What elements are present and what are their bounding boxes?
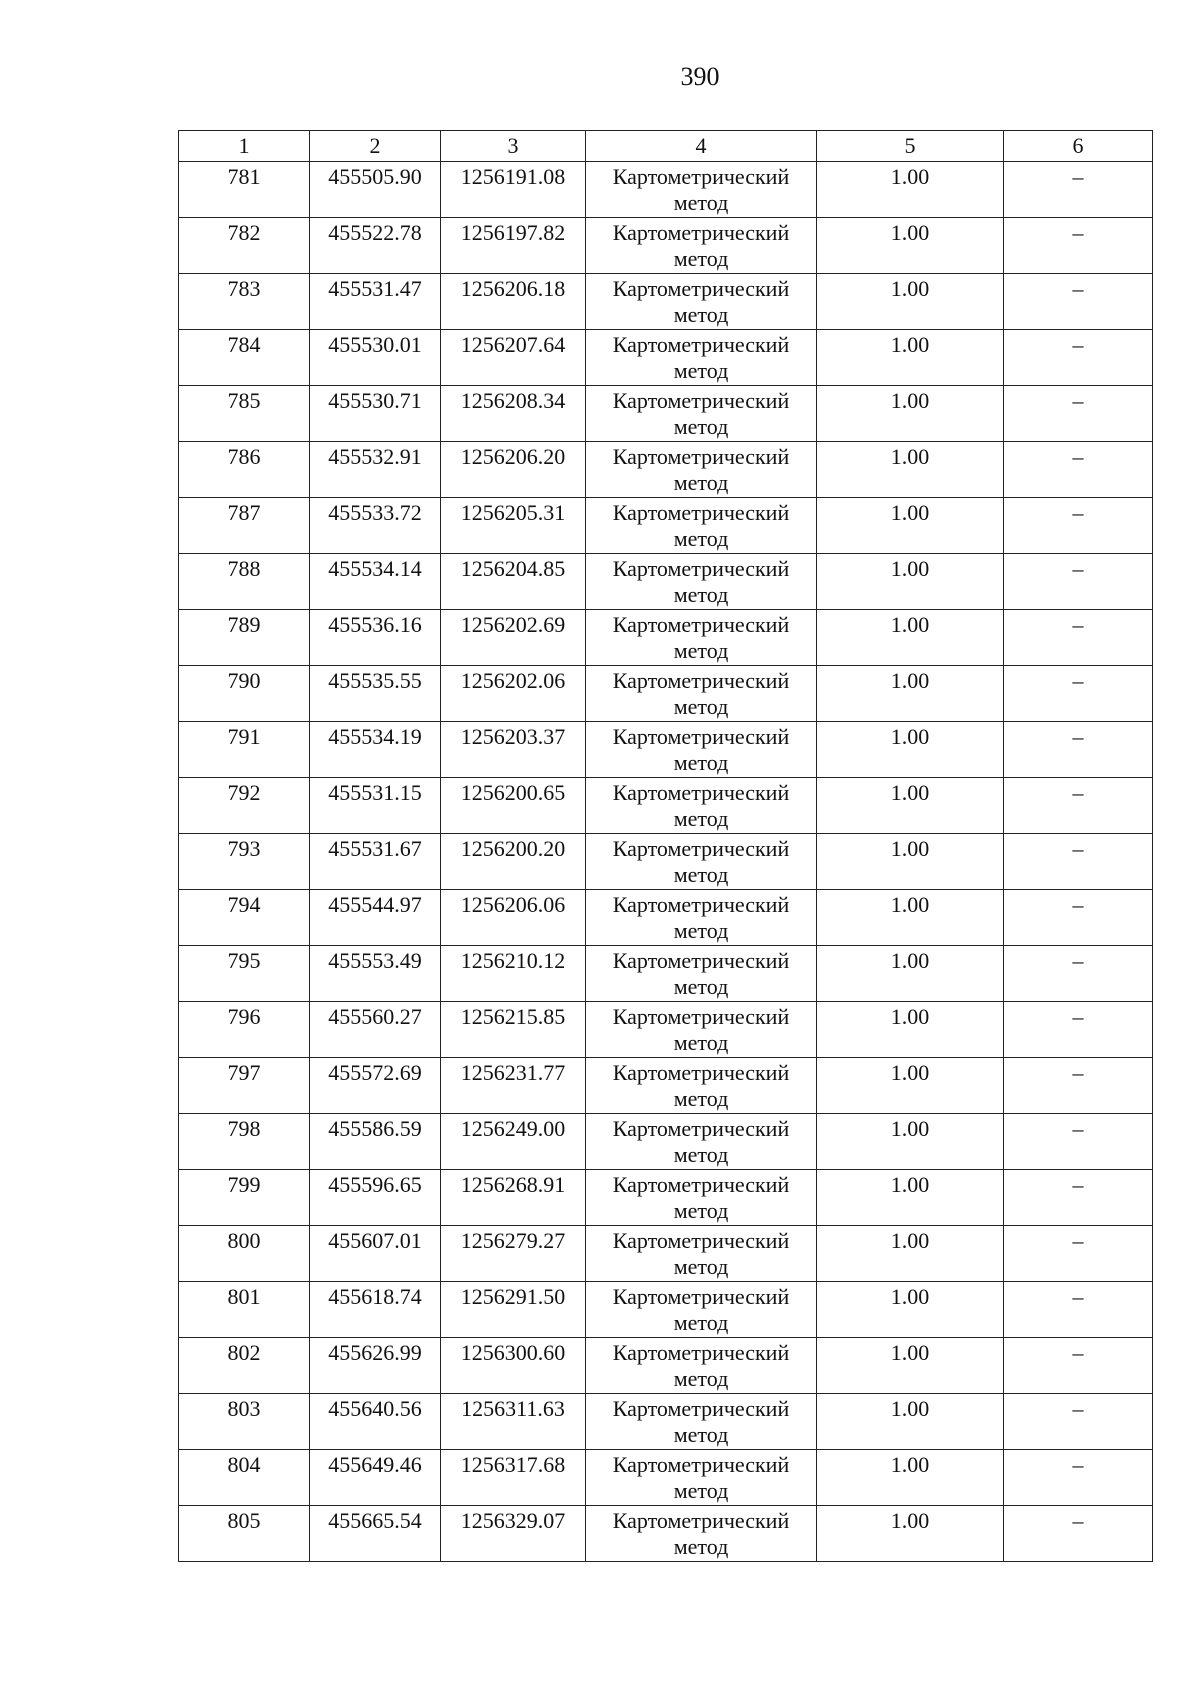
table-row (179, 666, 1153, 722)
accuracy-cell: 1.00 (817, 666, 1004, 722)
accuracy-cell: 1.00 (817, 330, 1004, 386)
x-coordinate-cell: 455530.01 (310, 330, 441, 386)
method-line-2: метод (673, 1254, 729, 1279)
method-line-2: метод (673, 1310, 729, 1335)
x-coordinate-cell: 455560.27 (310, 1002, 441, 1058)
method-cell (586, 610, 817, 666)
method-line-1: Картометрический (612, 1340, 790, 1365)
accuracy-cell: 1.00 (817, 610, 1004, 666)
x-coordinate-cell: 455534.19 (310, 722, 441, 778)
note-cell: – (1004, 386, 1153, 442)
note-cell: – (1004, 610, 1153, 666)
method-line-1: Картометрический (612, 836, 790, 861)
x-coordinate-cell: 455531.47 (310, 274, 441, 330)
method-line-2: метод (673, 918, 729, 943)
note-cell: – (1004, 1170, 1153, 1226)
point-number-cell: 804 (179, 1450, 310, 1506)
x-coordinate-cell: 455534.14 (310, 554, 441, 610)
x-coordinate-cell: 455640.56 (310, 1394, 441, 1450)
method-line-1: Картометрический (612, 668, 790, 693)
accuracy-cell: 1.00 (817, 274, 1004, 330)
y-coordinate-cell: 1256300.60 (441, 1338, 586, 1394)
x-coordinate-cell: 455505.90 (310, 162, 441, 218)
point-number-cell: 801 (179, 1282, 310, 1338)
method-cell (586, 778, 817, 834)
accuracy-cell: 1.00 (817, 1114, 1004, 1170)
table-row (179, 1170, 1153, 1226)
accuracy-cell: 1.00 (817, 778, 1004, 834)
x-coordinate-cell: 455586.59 (310, 1114, 441, 1170)
method-cell (586, 1506, 817, 1562)
method-line-1: Картометрический (612, 332, 790, 357)
method-cell (586, 890, 817, 946)
table-row (179, 386, 1153, 442)
table-row (179, 778, 1153, 834)
accuracy-cell: 1.00 (817, 1450, 1004, 1506)
method-line-1: Картометрический (612, 276, 790, 301)
method-line-2: метод (673, 1478, 729, 1503)
point-number-cell: 803 (179, 1394, 310, 1450)
method-line-2: метод (673, 582, 729, 607)
note-cell: – (1004, 1394, 1153, 1450)
table-row (179, 1506, 1153, 1562)
point-number-cell: 781 (179, 162, 310, 218)
table-row (179, 1058, 1153, 1114)
method-cell (586, 1226, 817, 1282)
y-coordinate-cell: 1256311.63 (441, 1394, 586, 1450)
method-line-1: Картометрический (612, 1116, 790, 1141)
method-cell (586, 498, 817, 554)
table-row (179, 946, 1153, 1002)
method-cell (586, 162, 817, 218)
column-header: 2 (310, 131, 441, 162)
note-cell: – (1004, 890, 1153, 946)
method-line-2: метод (673, 246, 729, 271)
method-line-1: Картометрический (612, 1172, 790, 1197)
method-cell (586, 946, 817, 1002)
method-line-1: Картометрический (612, 1060, 790, 1085)
y-coordinate-cell: 1256206.06 (441, 890, 586, 946)
method-line-1: Картометрический (612, 500, 790, 525)
note-cell: – (1004, 834, 1153, 890)
x-coordinate-cell: 455596.65 (310, 1170, 441, 1226)
table-row (179, 1450, 1153, 1506)
accuracy-cell: 1.00 (817, 1226, 1004, 1282)
accuracy-cell: 1.00 (817, 554, 1004, 610)
note-cell: – (1004, 666, 1153, 722)
method-line-1: Картометрический (612, 780, 790, 805)
point-number-cell: 802 (179, 1338, 310, 1394)
x-coordinate-cell: 455607.01 (310, 1226, 441, 1282)
method-line-2: метод (673, 302, 729, 327)
method-line-1: Картометрический (612, 1508, 790, 1533)
table-row (179, 218, 1153, 274)
point-number-cell: 796 (179, 1002, 310, 1058)
table-row (179, 1394, 1153, 1450)
point-number-cell: 783 (179, 274, 310, 330)
note-cell: – (1004, 722, 1153, 778)
x-coordinate-cell: 455536.16 (310, 610, 441, 666)
method-line-2: метод (673, 1366, 729, 1391)
accuracy-cell: 1.00 (817, 1002, 1004, 1058)
column-header: 1 (179, 131, 310, 162)
method-line-1: Картометрический (612, 948, 790, 973)
point-number-cell: 784 (179, 330, 310, 386)
method-line-1: Картометрический (612, 724, 790, 749)
point-number-cell: 782 (179, 218, 310, 274)
note-cell: – (1004, 274, 1153, 330)
method-line-2: метод (673, 806, 729, 831)
method-cell (586, 1282, 817, 1338)
point-number-cell: 788 (179, 554, 310, 610)
method-cell (586, 666, 817, 722)
method-line-2: метод (673, 526, 729, 551)
method-line-2: метод (673, 1422, 729, 1447)
accuracy-cell: 1.00 (817, 162, 1004, 218)
method-line-1: Картометрический (612, 1396, 790, 1421)
x-coordinate-cell: 455618.74 (310, 1282, 441, 1338)
method-line-2: метод (673, 974, 729, 999)
method-line-2: метод (673, 862, 729, 887)
table-row (179, 498, 1153, 554)
method-cell (586, 330, 817, 386)
x-coordinate-cell: 455533.72 (310, 498, 441, 554)
accuracy-cell: 1.00 (817, 834, 1004, 890)
table-row (179, 834, 1153, 890)
note-cell: – (1004, 946, 1153, 1002)
table-header-row (179, 131, 1153, 162)
method-line-1: Картометрический (612, 444, 790, 469)
y-coordinate-cell: 1256200.20 (441, 834, 586, 890)
method-cell (586, 1450, 817, 1506)
method-cell (586, 218, 817, 274)
point-number-cell: 786 (179, 442, 310, 498)
table-row (179, 1002, 1153, 1058)
note-cell: – (1004, 1114, 1153, 1170)
table-row (179, 890, 1153, 946)
method-line-1: Картометрический (612, 388, 790, 413)
point-number-cell: 799 (179, 1170, 310, 1226)
column-header: 5 (817, 131, 1004, 162)
y-coordinate-cell: 1256202.06 (441, 666, 586, 722)
accuracy-cell: 1.00 (817, 1058, 1004, 1114)
table-row (179, 610, 1153, 666)
y-coordinate-cell: 1256215.85 (441, 1002, 586, 1058)
note-cell: – (1004, 1282, 1153, 1338)
method-line-1: Картометрический (612, 220, 790, 245)
y-coordinate-cell: 1256206.20 (441, 442, 586, 498)
table-row (179, 554, 1153, 610)
method-line-1: Картометрический (612, 1004, 790, 1029)
y-coordinate-cell: 1256204.85 (441, 554, 586, 610)
method-cell (586, 722, 817, 778)
column-header: 6 (1004, 131, 1153, 162)
point-number-cell: 797 (179, 1058, 310, 1114)
y-coordinate-cell: 1256329.07 (441, 1506, 586, 1562)
method-line-1: Картометрический (612, 612, 790, 637)
accuracy-cell: 1.00 (817, 1282, 1004, 1338)
x-coordinate-cell: 455544.97 (310, 890, 441, 946)
table-row (179, 1338, 1153, 1394)
method-line-2: метод (673, 190, 729, 215)
method-line-2: метод (673, 1142, 729, 1167)
y-coordinate-cell: 1256279.27 (441, 1226, 586, 1282)
x-coordinate-cell: 455531.15 (310, 778, 441, 834)
method-line-2: метод (673, 638, 729, 663)
y-coordinate-cell: 1256291.50 (441, 1282, 586, 1338)
point-number-cell: 798 (179, 1114, 310, 1170)
page-number: 390 (680, 62, 720, 91)
accuracy-cell: 1.00 (817, 946, 1004, 1002)
note-cell: – (1004, 1506, 1153, 1562)
point-number-cell: 805 (179, 1506, 310, 1562)
accuracy-cell: 1.00 (817, 1338, 1004, 1394)
x-coordinate-cell: 455626.99 (310, 1338, 441, 1394)
y-coordinate-cell: 1256205.31 (441, 498, 586, 554)
y-coordinate-cell: 1256191.08 (441, 162, 586, 218)
note-cell: – (1004, 442, 1153, 498)
point-number-cell: 785 (179, 386, 310, 442)
x-coordinate-cell: 455572.69 (310, 1058, 441, 1114)
method-cell (586, 442, 817, 498)
point-number-cell: 790 (179, 666, 310, 722)
method-line-1: Картометрический (612, 892, 790, 917)
table-row (179, 442, 1153, 498)
x-coordinate-cell: 455535.55 (310, 666, 441, 722)
y-coordinate-cell: 1256208.34 (441, 386, 586, 442)
method-cell (586, 1002, 817, 1058)
point-number-cell: 791 (179, 722, 310, 778)
table-row (179, 330, 1153, 386)
table-row (179, 1282, 1153, 1338)
accuracy-cell: 1.00 (817, 1506, 1004, 1562)
note-cell: – (1004, 778, 1153, 834)
note-cell: – (1004, 1338, 1153, 1394)
y-coordinate-cell: 1256207.64 (441, 330, 586, 386)
method-cell (586, 1114, 817, 1170)
y-coordinate-cell: 1256200.65 (441, 778, 586, 834)
method-line-1: Картометрический (612, 556, 790, 581)
table-row (179, 1226, 1153, 1282)
method-cell (586, 1058, 817, 1114)
method-cell (586, 1394, 817, 1450)
accuracy-cell: 1.00 (817, 498, 1004, 554)
method-cell (586, 386, 817, 442)
method-line-2: метод (673, 470, 729, 495)
note-cell: – (1004, 162, 1153, 218)
method-line-2: метод (673, 1086, 729, 1111)
method-line-2: метод (673, 1534, 729, 1559)
y-coordinate-cell: 1256317.68 (441, 1450, 586, 1506)
method-line-1: Картометрический (612, 164, 790, 189)
note-cell: – (1004, 554, 1153, 610)
note-cell: – (1004, 1002, 1153, 1058)
coordinates-table (178, 130, 1153, 1562)
accuracy-cell: 1.00 (817, 386, 1004, 442)
point-number-cell: 795 (179, 946, 310, 1002)
note-cell: – (1004, 218, 1153, 274)
x-coordinate-cell: 455530.71 (310, 386, 441, 442)
method-cell (586, 1170, 817, 1226)
accuracy-cell: 1.00 (817, 890, 1004, 946)
y-coordinate-cell: 1256249.00 (441, 1114, 586, 1170)
y-coordinate-cell: 1256210.12 (441, 946, 586, 1002)
accuracy-cell: 1.00 (817, 1170, 1004, 1226)
method-cell (586, 1338, 817, 1394)
note-cell: – (1004, 1058, 1153, 1114)
point-number-cell: 794 (179, 890, 310, 946)
method-line-2: метод (673, 1030, 729, 1055)
accuracy-cell: 1.00 (817, 722, 1004, 778)
y-coordinate-cell: 1256206.18 (441, 274, 586, 330)
method-cell (586, 554, 817, 610)
note-cell: – (1004, 1226, 1153, 1282)
column-header: 4 (586, 131, 817, 162)
point-number-cell: 792 (179, 778, 310, 834)
method-cell (586, 274, 817, 330)
method-line-2: метод (673, 1198, 729, 1223)
method-line-2: метод (673, 750, 729, 775)
accuracy-cell: 1.00 (817, 442, 1004, 498)
column-header: 3 (441, 131, 586, 162)
method-line-1: Картометрический (612, 1284, 790, 1309)
method-line-2: метод (673, 414, 729, 439)
method-line-1: Картометрический (612, 1228, 790, 1253)
x-coordinate-cell: 455665.54 (310, 1506, 441, 1562)
accuracy-cell: 1.00 (817, 1394, 1004, 1450)
y-coordinate-cell: 1256268.91 (441, 1170, 586, 1226)
note-cell: – (1004, 1450, 1153, 1506)
note-cell: – (1004, 498, 1153, 554)
method-line-1: Картометрический (612, 1452, 790, 1477)
method-cell (586, 834, 817, 890)
y-coordinate-cell: 1256197.82 (441, 218, 586, 274)
y-coordinate-cell: 1256202.69 (441, 610, 586, 666)
x-coordinate-cell: 455531.67 (310, 834, 441, 890)
point-number-cell: 800 (179, 1226, 310, 1282)
x-coordinate-cell: 455553.49 (310, 946, 441, 1002)
point-number-cell: 789 (179, 610, 310, 666)
point-number-cell: 787 (179, 498, 310, 554)
y-coordinate-cell: 1256231.77 (441, 1058, 586, 1114)
table-row (179, 722, 1153, 778)
table-row (179, 274, 1153, 330)
note-cell: – (1004, 330, 1153, 386)
accuracy-cell: 1.00 (817, 218, 1004, 274)
table-row (179, 162, 1153, 218)
table-row (179, 1114, 1153, 1170)
method-line-2: метод (673, 358, 729, 383)
method-line-2: метод (673, 694, 729, 719)
point-number-cell: 793 (179, 834, 310, 890)
x-coordinate-cell: 455522.78 (310, 218, 441, 274)
y-coordinate-cell: 1256203.37 (441, 722, 586, 778)
x-coordinate-cell: 455532.91 (310, 442, 441, 498)
x-coordinate-cell: 455649.46 (310, 1450, 441, 1506)
